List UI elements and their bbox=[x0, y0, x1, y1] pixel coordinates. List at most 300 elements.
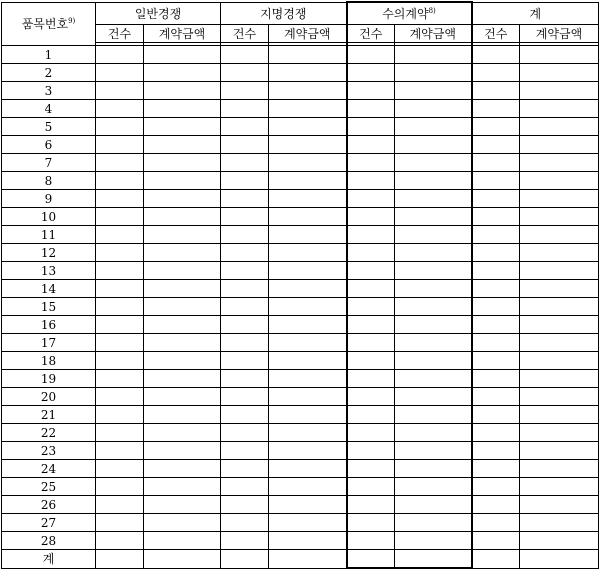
amount-cell[interactable] bbox=[520, 118, 599, 136]
amount-cell[interactable] bbox=[269, 172, 347, 190]
count-cell[interactable] bbox=[472, 262, 520, 280]
count-cell[interactable] bbox=[347, 244, 395, 262]
count-cell[interactable] bbox=[347, 514, 395, 532]
subheader-count: 건수 bbox=[472, 25, 520, 43]
table-row bbox=[2, 100, 599, 118]
count-cell[interactable] bbox=[347, 388, 395, 406]
amount-cell[interactable] bbox=[144, 208, 221, 226]
amount-cell[interactable] bbox=[269, 496, 347, 514]
table-row bbox=[2, 208, 599, 226]
table-row bbox=[2, 64, 599, 82]
table-row bbox=[2, 496, 599, 514]
count-cell[interactable] bbox=[221, 118, 269, 136]
item-number-cell: 23 bbox=[2, 442, 96, 460]
amount-cell[interactable] bbox=[269, 154, 347, 172]
item-number-cell: 24 bbox=[2, 460, 96, 478]
amount-cell[interactable] bbox=[144, 136, 221, 154]
count-cell[interactable] bbox=[347, 352, 395, 370]
item-number-cell: 22 bbox=[2, 424, 96, 442]
count-cell[interactable] bbox=[96, 226, 144, 244]
item-number-header: 품목번호$^{9)}$ bbox=[2, 2, 96, 46]
amount-cell[interactable] bbox=[520, 352, 599, 370]
count-cell[interactable] bbox=[472, 172, 520, 190]
amount-cell[interactable] bbox=[395, 550, 472, 569]
count-cell[interactable] bbox=[347, 208, 395, 226]
group-header-private-contract: 수의계약$^{8)}$ bbox=[347, 2, 472, 25]
amount-cell[interactable] bbox=[520, 406, 599, 424]
amount-cell[interactable] bbox=[395, 64, 472, 82]
amount-cell[interactable] bbox=[269, 244, 347, 262]
item-number-cell: 15 bbox=[2, 298, 96, 316]
amount-cell[interactable] bbox=[269, 532, 347, 550]
count-cell[interactable] bbox=[347, 64, 395, 82]
group-header-total: 계 bbox=[472, 2, 599, 25]
count-cell[interactable] bbox=[472, 118, 520, 136]
item-number-cell: 21 bbox=[2, 406, 96, 424]
table-row bbox=[2, 118, 599, 136]
count-cell[interactable] bbox=[472, 82, 520, 100]
item-number-cell: 20 bbox=[2, 388, 96, 406]
table-row bbox=[2, 460, 599, 478]
count-cell[interactable] bbox=[347, 532, 395, 550]
count-cell[interactable] bbox=[472, 190, 520, 208]
amount-cell[interactable] bbox=[269, 262, 347, 280]
count-cell[interactable] bbox=[96, 406, 144, 424]
amount-cell[interactable] bbox=[269, 352, 347, 370]
amount-cell[interactable] bbox=[395, 298, 472, 316]
amount-cell[interactable] bbox=[520, 172, 599, 190]
count-cell[interactable] bbox=[221, 388, 269, 406]
amount-cell[interactable] bbox=[144, 172, 221, 190]
table-row bbox=[2, 136, 599, 154]
amount-cell[interactable] bbox=[520, 280, 599, 298]
count-cell[interactable] bbox=[96, 208, 144, 226]
amount-cell[interactable] bbox=[269, 460, 347, 478]
subheader-amount: 계약금액 bbox=[395, 25, 472, 43]
count-cell[interactable] bbox=[472, 244, 520, 262]
amount-cell[interactable] bbox=[269, 316, 347, 334]
table-row bbox=[2, 46, 599, 64]
count-cell[interactable] bbox=[96, 82, 144, 100]
table-row bbox=[2, 370, 599, 388]
amount-cell[interactable] bbox=[144, 388, 221, 406]
count-cell[interactable] bbox=[96, 352, 144, 370]
count-cell[interactable] bbox=[221, 514, 269, 532]
amount-cell[interactable] bbox=[269, 100, 347, 118]
count-cell[interactable] bbox=[221, 424, 269, 442]
count-cell[interactable] bbox=[221, 136, 269, 154]
count-cell[interactable] bbox=[472, 64, 520, 82]
count-cell[interactable] bbox=[221, 172, 269, 190]
amount-cell[interactable] bbox=[144, 262, 221, 280]
subheader-amount: 계약금액 bbox=[520, 25, 599, 43]
count-cell[interactable] bbox=[221, 298, 269, 316]
count-cell[interactable] bbox=[472, 280, 520, 298]
amount-cell[interactable] bbox=[395, 46, 472, 64]
count-cell[interactable] bbox=[96, 154, 144, 172]
amount-cell[interactable] bbox=[395, 244, 472, 262]
count-cell[interactable] bbox=[347, 154, 395, 172]
count-cell[interactable] bbox=[221, 226, 269, 244]
count-cell[interactable] bbox=[96, 442, 144, 460]
item-number-cell: 5 bbox=[2, 118, 96, 136]
amount-cell[interactable] bbox=[520, 460, 599, 478]
count-cell[interactable] bbox=[221, 316, 269, 334]
count-cell[interactable] bbox=[96, 478, 144, 496]
contract-statistics-table bbox=[1, 1, 599, 569]
amount-cell[interactable] bbox=[144, 532, 221, 550]
count-cell[interactable] bbox=[472, 208, 520, 226]
count-cell[interactable] bbox=[347, 172, 395, 190]
count-cell[interactable] bbox=[96, 298, 144, 316]
count-cell[interactable] bbox=[96, 550, 144, 569]
count-cell[interactable] bbox=[347, 316, 395, 334]
amount-cell[interactable] bbox=[520, 154, 599, 172]
count-cell[interactable] bbox=[347, 82, 395, 100]
item-number-cell: 25 bbox=[2, 478, 96, 496]
amount-cell[interactable] bbox=[395, 424, 472, 442]
amount-cell[interactable] bbox=[269, 136, 347, 154]
count-cell[interactable] bbox=[221, 154, 269, 172]
amount-cell[interactable] bbox=[395, 82, 472, 100]
amount-cell[interactable] bbox=[144, 514, 221, 532]
amount-cell[interactable] bbox=[269, 118, 347, 136]
amount-cell[interactable] bbox=[269, 280, 347, 298]
amount-cell[interactable] bbox=[395, 406, 472, 424]
amount-cell[interactable] bbox=[144, 64, 221, 82]
count-cell[interactable] bbox=[347, 370, 395, 388]
count-cell[interactable] bbox=[472, 496, 520, 514]
amount-cell[interactable] bbox=[144, 100, 221, 118]
count-cell[interactable] bbox=[96, 388, 144, 406]
amount-cell[interactable] bbox=[144, 298, 221, 316]
item-number-cell: 12 bbox=[2, 244, 96, 262]
amount-cell[interactable] bbox=[520, 244, 599, 262]
count-cell[interactable] bbox=[96, 460, 144, 478]
count-cell[interactable] bbox=[472, 298, 520, 316]
count-cell[interactable] bbox=[347, 190, 395, 208]
count-cell[interactable] bbox=[96, 424, 144, 442]
count-cell[interactable] bbox=[221, 46, 269, 64]
count-cell[interactable] bbox=[96, 190, 144, 208]
amount-cell[interactable] bbox=[520, 208, 599, 226]
amount-cell[interactable] bbox=[144, 496, 221, 514]
count-cell[interactable] bbox=[472, 352, 520, 370]
count-cell[interactable] bbox=[347, 460, 395, 478]
count-cell[interactable] bbox=[221, 478, 269, 496]
amount-cell[interactable] bbox=[269, 424, 347, 442]
amount-cell[interactable] bbox=[395, 478, 472, 496]
count-cell[interactable] bbox=[472, 226, 520, 244]
amount-cell[interactable] bbox=[144, 316, 221, 334]
amount-cell[interactable] bbox=[144, 226, 221, 244]
amount-cell[interactable] bbox=[395, 496, 472, 514]
amount-cell[interactable] bbox=[520, 298, 599, 316]
table-row bbox=[2, 82, 599, 100]
amount-cell[interactable] bbox=[520, 478, 599, 496]
count-cell[interactable] bbox=[221, 64, 269, 82]
amount-cell[interactable] bbox=[144, 370, 221, 388]
count-cell[interactable] bbox=[472, 478, 520, 496]
amount-cell[interactable] bbox=[144, 244, 221, 262]
amount-cell[interactable] bbox=[395, 280, 472, 298]
count-cell[interactable] bbox=[221, 550, 269, 569]
count-cell[interactable] bbox=[96, 118, 144, 136]
count-cell[interactable] bbox=[221, 208, 269, 226]
count-cell[interactable] bbox=[96, 280, 144, 298]
count-cell[interactable] bbox=[472, 460, 520, 478]
count-cell[interactable] bbox=[347, 442, 395, 460]
count-cell[interactable] bbox=[96, 334, 144, 352]
item-number-cell: 18 bbox=[2, 352, 96, 370]
amount-cell[interactable] bbox=[395, 388, 472, 406]
amount-cell[interactable] bbox=[520, 442, 599, 460]
table-row bbox=[2, 262, 599, 280]
amount-cell[interactable] bbox=[395, 370, 472, 388]
table-row bbox=[2, 280, 599, 298]
amount-cell[interactable] bbox=[144, 460, 221, 478]
amount-cell[interactable] bbox=[520, 100, 599, 118]
amount-cell[interactable] bbox=[520, 388, 599, 406]
subheader-count: 건수 bbox=[96, 25, 144, 43]
amount-cell[interactable] bbox=[395, 154, 472, 172]
item-number-cell: 16 bbox=[2, 316, 96, 334]
count-cell[interactable] bbox=[221, 352, 269, 370]
amount-cell[interactable] bbox=[144, 478, 221, 496]
count-cell[interactable] bbox=[472, 532, 520, 550]
amount-cell[interactable] bbox=[269, 406, 347, 424]
amount-cell[interactable] bbox=[520, 46, 599, 64]
count-cell[interactable] bbox=[221, 496, 269, 514]
count-cell[interactable] bbox=[347, 496, 395, 514]
subheader-amount: 계약금액 bbox=[269, 25, 347, 43]
amount-cell[interactable] bbox=[395, 442, 472, 460]
amount-cell[interactable] bbox=[144, 334, 221, 352]
amount-cell[interactable] bbox=[144, 154, 221, 172]
total-label: 계 bbox=[2, 550, 96, 569]
item-number-cell: 26 bbox=[2, 496, 96, 514]
amount-cell[interactable] bbox=[269, 208, 347, 226]
amount-cell[interactable] bbox=[269, 478, 347, 496]
count-cell[interactable] bbox=[347, 262, 395, 280]
amount-cell[interactable] bbox=[395, 514, 472, 532]
count-cell[interactable] bbox=[472, 154, 520, 172]
amount-cell[interactable] bbox=[269, 64, 347, 82]
amount-cell[interactable] bbox=[520, 424, 599, 442]
item-number-cell: 17 bbox=[2, 334, 96, 352]
amount-cell[interactable] bbox=[395, 532, 472, 550]
amount-cell[interactable] bbox=[520, 532, 599, 550]
amount-cell[interactable] bbox=[395, 118, 472, 136]
amount-cell[interactable] bbox=[269, 334, 347, 352]
count-cell[interactable] bbox=[221, 82, 269, 100]
count-cell[interactable] bbox=[347, 334, 395, 352]
count-cell[interactable] bbox=[221, 280, 269, 298]
count-cell[interactable] bbox=[221, 100, 269, 118]
item-number-cell: 11 bbox=[2, 226, 96, 244]
amount-cell[interactable] bbox=[269, 550, 347, 569]
count-cell[interactable] bbox=[96, 244, 144, 262]
amount-cell[interactable] bbox=[144, 424, 221, 442]
amount-cell[interactable] bbox=[269, 82, 347, 100]
amount-cell[interactable] bbox=[269, 226, 347, 244]
amount-cell[interactable] bbox=[520, 514, 599, 532]
count-cell[interactable] bbox=[96, 64, 144, 82]
count-cell[interactable] bbox=[347, 424, 395, 442]
count-cell[interactable] bbox=[472, 136, 520, 154]
table-row bbox=[2, 406, 599, 424]
amount-cell[interactable] bbox=[395, 262, 472, 280]
amount-cell[interactable] bbox=[144, 280, 221, 298]
amount-cell[interactable] bbox=[395, 136, 472, 154]
amount-cell[interactable] bbox=[395, 208, 472, 226]
count-cell[interactable] bbox=[221, 460, 269, 478]
amount-cell[interactable] bbox=[269, 514, 347, 532]
amount-cell[interactable] bbox=[395, 190, 472, 208]
amount-cell[interactable] bbox=[144, 190, 221, 208]
group-header-general-competition: 일반경쟁 bbox=[96, 2, 221, 25]
count-cell[interactable] bbox=[472, 334, 520, 352]
count-cell[interactable] bbox=[96, 514, 144, 532]
count-cell[interactable] bbox=[347, 550, 395, 569]
amount-cell[interactable] bbox=[520, 370, 599, 388]
count-cell[interactable] bbox=[96, 46, 144, 64]
count-cell[interactable] bbox=[221, 370, 269, 388]
item-number-cell: 3 bbox=[2, 82, 96, 100]
count-cell[interactable] bbox=[472, 406, 520, 424]
count-cell[interactable] bbox=[347, 46, 395, 64]
count-cell[interactable] bbox=[96, 262, 144, 280]
count-cell[interactable] bbox=[96, 496, 144, 514]
count-cell[interactable] bbox=[221, 334, 269, 352]
item-number-cell: 9 bbox=[2, 190, 96, 208]
amount-cell[interactable] bbox=[520, 226, 599, 244]
count-cell[interactable] bbox=[472, 514, 520, 532]
count-cell[interactable] bbox=[472, 100, 520, 118]
amount-cell[interactable] bbox=[395, 316, 472, 334]
count-cell[interactable] bbox=[472, 550, 520, 569]
count-cell[interactable] bbox=[472, 442, 520, 460]
count-cell[interactable] bbox=[472, 370, 520, 388]
amount-cell[interactable] bbox=[395, 352, 472, 370]
amount-cell[interactable] bbox=[520, 82, 599, 100]
amount-cell[interactable] bbox=[269, 370, 347, 388]
amount-cell[interactable] bbox=[395, 100, 472, 118]
item-number-cell: 10 bbox=[2, 208, 96, 226]
item-number-cell: 14 bbox=[2, 280, 96, 298]
amount-cell[interactable] bbox=[269, 298, 347, 316]
table-row bbox=[2, 154, 599, 172]
count-cell[interactable] bbox=[347, 298, 395, 316]
subheader-amount: 계약금액 bbox=[144, 25, 221, 43]
table-row bbox=[2, 190, 599, 208]
amount-cell[interactable] bbox=[520, 136, 599, 154]
table-row bbox=[2, 244, 599, 262]
count-cell[interactable] bbox=[221, 532, 269, 550]
amount-cell[interactable] bbox=[520, 550, 599, 569]
amount-cell[interactable] bbox=[520, 262, 599, 280]
subheader-count: 건수 bbox=[347, 25, 395, 43]
table-row bbox=[2, 352, 599, 370]
table-row bbox=[2, 442, 599, 460]
group-header-nominated-competition: 지명경쟁 bbox=[221, 2, 347, 25]
table-row bbox=[2, 334, 599, 352]
amount-cell[interactable] bbox=[269, 388, 347, 406]
amount-cell[interactable] bbox=[520, 496, 599, 514]
item-number-cell: 7 bbox=[2, 154, 96, 172]
amount-cell[interactable] bbox=[144, 46, 221, 64]
amount-cell[interactable] bbox=[520, 64, 599, 82]
table-row bbox=[2, 478, 599, 496]
count-cell[interactable] bbox=[347, 100, 395, 118]
amount-cell[interactable] bbox=[395, 334, 472, 352]
amount-cell[interactable] bbox=[395, 460, 472, 478]
amount-cell[interactable] bbox=[144, 352, 221, 370]
amount-cell[interactable] bbox=[144, 406, 221, 424]
item-number-cell: 13 bbox=[2, 262, 96, 280]
item-number-cell: 6 bbox=[2, 136, 96, 154]
amount-cell[interactable] bbox=[269, 46, 347, 64]
table-row bbox=[2, 298, 599, 316]
table-row bbox=[2, 424, 599, 442]
count-cell[interactable] bbox=[347, 136, 395, 154]
count-cell[interactable] bbox=[221, 244, 269, 262]
count-cell[interactable] bbox=[472, 424, 520, 442]
table-row bbox=[2, 172, 599, 190]
count-cell[interactable] bbox=[347, 118, 395, 136]
amount-cell[interactable] bbox=[520, 334, 599, 352]
table-body bbox=[2, 46, 599, 569]
count-cell[interactable] bbox=[96, 370, 144, 388]
amount-cell[interactable] bbox=[269, 442, 347, 460]
amount-cell[interactable] bbox=[520, 316, 599, 334]
amount-cell[interactable] bbox=[144, 82, 221, 100]
count-cell[interactable] bbox=[347, 280, 395, 298]
table-row bbox=[2, 388, 599, 406]
amount-cell[interactable] bbox=[395, 172, 472, 190]
item-number-cell: 8 bbox=[2, 172, 96, 190]
table-row bbox=[2, 532, 599, 550]
count-cell[interactable] bbox=[221, 442, 269, 460]
item-number-cell: 19 bbox=[2, 370, 96, 388]
count-cell[interactable] bbox=[221, 406, 269, 424]
count-cell[interactable] bbox=[96, 100, 144, 118]
count-cell[interactable] bbox=[472, 388, 520, 406]
amount-cell[interactable] bbox=[520, 190, 599, 208]
amount-cell[interactable] bbox=[144, 118, 221, 136]
count-cell[interactable] bbox=[347, 478, 395, 496]
count-cell[interactable] bbox=[347, 406, 395, 424]
item-number-cell: 27 bbox=[2, 514, 96, 532]
count-cell[interactable] bbox=[96, 136, 144, 154]
count-cell[interactable] bbox=[221, 190, 269, 208]
amount-cell[interactable] bbox=[144, 550, 221, 569]
count-cell[interactable] bbox=[221, 262, 269, 280]
amount-cell[interactable] bbox=[269, 190, 347, 208]
item-number-cell: 4 bbox=[2, 100, 96, 118]
count-cell[interactable] bbox=[96, 172, 144, 190]
subheader-count: 건수 bbox=[221, 25, 269, 43]
count-cell[interactable] bbox=[472, 46, 520, 64]
count-cell[interactable] bbox=[96, 532, 144, 550]
count-cell[interactable] bbox=[347, 226, 395, 244]
amount-cell[interactable] bbox=[144, 442, 221, 460]
amount-cell[interactable] bbox=[395, 226, 472, 244]
count-cell[interactable] bbox=[472, 316, 520, 334]
total-row bbox=[2, 550, 599, 569]
table-row bbox=[2, 226, 599, 244]
count-cell[interactable] bbox=[96, 316, 144, 334]
